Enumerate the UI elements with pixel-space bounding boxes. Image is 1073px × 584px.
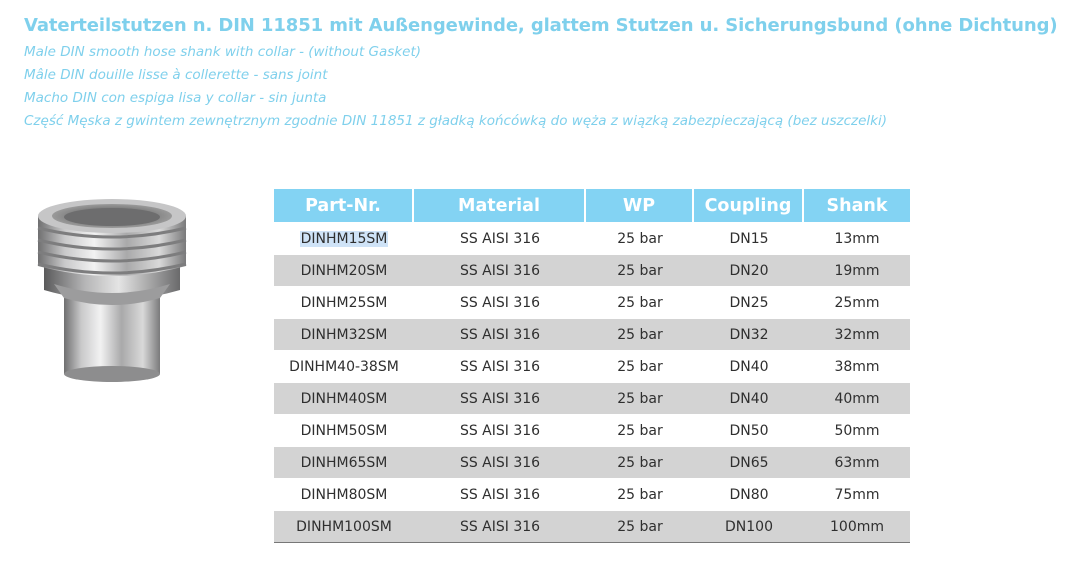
table-row xyxy=(274,318,910,350)
cell-wp: 25 bar xyxy=(586,510,694,543)
cell-part-nr: DINHM65SM xyxy=(274,446,414,478)
cell-part-nr: DINHM80SM xyxy=(274,478,414,510)
subtitle-en: Male DIN smooth hose shank with collar - (without Gasket) xyxy=(24,44,422,60)
cell-wp: 25 bar xyxy=(586,414,694,446)
cell-shank: 40mm xyxy=(804,382,910,414)
table-row xyxy=(274,222,910,254)
table-row xyxy=(274,446,910,478)
subtitle-es: Macho DIN con espiga lisa y collar - sin junta xyxy=(24,90,327,106)
table-row xyxy=(274,286,910,318)
subtitle-fr: Mâle DIN douille lisse à collerette - sans joint xyxy=(24,67,328,83)
cell-wp: 25 bar xyxy=(586,446,694,478)
page-title: Vaterteilstutzen n. DIN 11851 mit Außengewinde, glattem Stutzen u. Sicherungsbund (ohne Dichtung) xyxy=(24,15,1058,36)
header-part-nr: Part-Nr. xyxy=(274,189,414,222)
cell-shank: 100mm xyxy=(804,510,910,543)
cell-part-nr: DINHM40SM xyxy=(274,382,414,414)
header-material: Material xyxy=(414,189,586,222)
cell-material: SS AISI 316 xyxy=(414,254,586,286)
cell-shank: 63mm xyxy=(804,446,910,478)
cell-shank: 32mm xyxy=(804,318,910,350)
cell-coupling: DN20 xyxy=(694,254,804,286)
cell-material: SS AISI 316 xyxy=(414,318,586,350)
cell-material: SS AISI 316 xyxy=(414,414,586,446)
title-block xyxy=(24,13,1064,133)
cell-wp: 25 bar xyxy=(586,254,694,286)
cell-part-nr: DINHM40-38SM xyxy=(274,350,414,382)
cell-coupling: DN32 xyxy=(694,318,804,350)
cell-coupling: DN100 xyxy=(694,510,804,543)
table-row xyxy=(274,414,910,446)
cell-part-nr: DINHM25SM xyxy=(274,286,414,318)
table-row xyxy=(274,350,910,382)
cell-wp: 25 bar xyxy=(586,478,694,510)
cell-material: SS AISI 316 xyxy=(414,350,586,382)
cell-coupling: DN65 xyxy=(694,446,804,478)
cell-coupling: DN80 xyxy=(694,478,804,510)
cell-coupling: DN40 xyxy=(694,350,804,382)
product-image xyxy=(26,186,196,386)
cell-shank: 25mm xyxy=(804,286,910,318)
table-header-row xyxy=(274,189,910,222)
cell-material: SS AISI 316 xyxy=(414,510,586,543)
table-row xyxy=(274,382,910,414)
header-shank: Shank xyxy=(804,189,910,222)
cell-wp: 25 bar xyxy=(586,286,694,318)
cell-material: SS AISI 316 xyxy=(414,286,586,318)
cell-shank: 75mm xyxy=(804,478,910,510)
header-coupling: Coupling xyxy=(694,189,804,222)
cell-coupling: DN40 xyxy=(694,382,804,414)
subtitle-pl: Część Męska z gwintem zewnętrznym zgodnie DIN 11851 z gładką końcówką do węża z wiązką zabezpieczającą (bez uszczelki) xyxy=(24,113,888,129)
header-wp: WP xyxy=(586,189,694,222)
table-row xyxy=(274,510,910,543)
cell-part-nr: DINHM100SM xyxy=(274,510,414,543)
selected-text[interactable]: DINHM15SM xyxy=(300,230,388,247)
cell-coupling: DN15 xyxy=(694,222,804,254)
table-row xyxy=(274,254,910,286)
cell-coupling: DN50 xyxy=(694,414,804,446)
cell-material: SS AISI 316 xyxy=(414,382,586,414)
cell-shank: 38mm xyxy=(804,350,910,382)
parts-table xyxy=(274,189,910,543)
cell-shank: 19mm xyxy=(804,254,910,286)
cell-material: SS AISI 316 xyxy=(414,222,586,254)
cell-wp: 25 bar xyxy=(586,382,694,414)
cell-shank: 50mm xyxy=(804,414,910,446)
cell-part-nr xyxy=(274,222,414,254)
table-row xyxy=(274,478,910,510)
cell-part-nr: DINHM50SM xyxy=(274,414,414,446)
cell-shank: 13mm xyxy=(804,222,910,254)
cell-part-nr: DINHM20SM xyxy=(274,254,414,286)
cell-material: SS AISI 316 xyxy=(414,446,586,478)
cell-wp: 25 bar xyxy=(586,350,694,382)
cell-wp: 25 bar xyxy=(586,318,694,350)
cell-part-nr: DINHM32SM xyxy=(274,318,414,350)
cell-coupling: DN25 xyxy=(694,286,804,318)
cell-wp: 25 bar xyxy=(586,222,694,254)
cell-material: SS AISI 316 xyxy=(414,478,586,510)
